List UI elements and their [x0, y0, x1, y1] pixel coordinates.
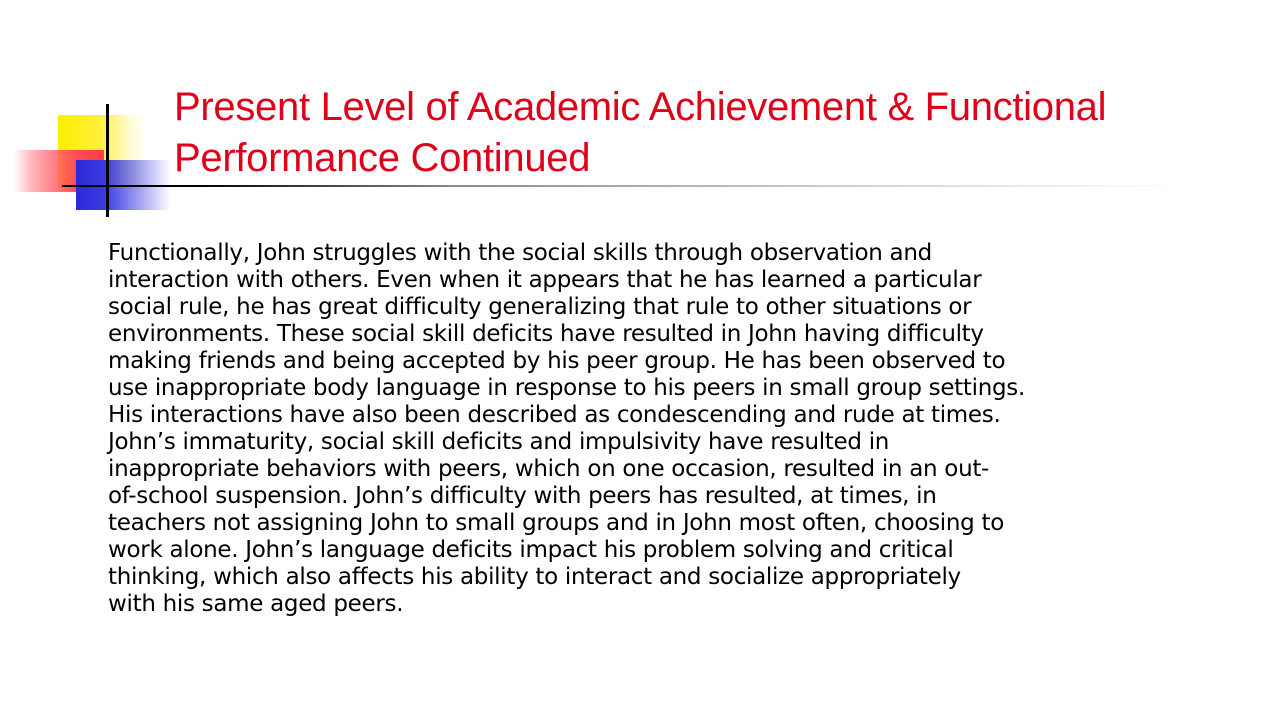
body-line: teachers not assigning John to small groups and in John most often, choosing to — [108, 510, 1004, 536]
body-line: environments. These social skill deficits have resulted in John having difficulty — [108, 321, 984, 347]
title-underline-rule — [62, 185, 1180, 187]
vertical-rule — [106, 104, 109, 217]
body-line: John’s immaturity, social skill deficits and impulsivity have resulted in — [108, 429, 890, 455]
body-line: social rule, he has great difficulty generalizing that rule to other situations or — [108, 294, 972, 320]
body-line: Functionally, John struggles with the social skills through observation and — [108, 240, 932, 266]
slide-title-line: Performance Continued — [174, 136, 591, 180]
body-line: interaction with others. Even when it appears that he has learned a particular — [108, 267, 982, 293]
body-line: inappropriate behaviors with peers, which on one occasion, resulted in an out- — [108, 456, 990, 482]
body-line: use inappropriate body language in response to his peers in small group settings. — [108, 375, 1025, 401]
body-line: making friends and being accepted by his peer group. He has been observed to — [108, 348, 1006, 374]
body-line: with his same aged peers. — [108, 591, 404, 617]
body-line: of-school suspension. John’s difficulty with peers has resulted, at times, in — [108, 483, 937, 509]
slide-body-paragraph — [108, 240, 1258, 618]
body-line: work alone. John’s language deficits impact his problem solving and critical — [108, 537, 954, 563]
body-line: His interactions have also been described as condescending and rude at times. — [108, 402, 1001, 428]
slide-title-line: Present Level of Academic Achievement & Functional — [174, 85, 1107, 129]
slide-title — [174, 82, 1264, 184]
body-line: thinking, which also affects his ability to interact and socialize appropriately — [108, 564, 961, 590]
